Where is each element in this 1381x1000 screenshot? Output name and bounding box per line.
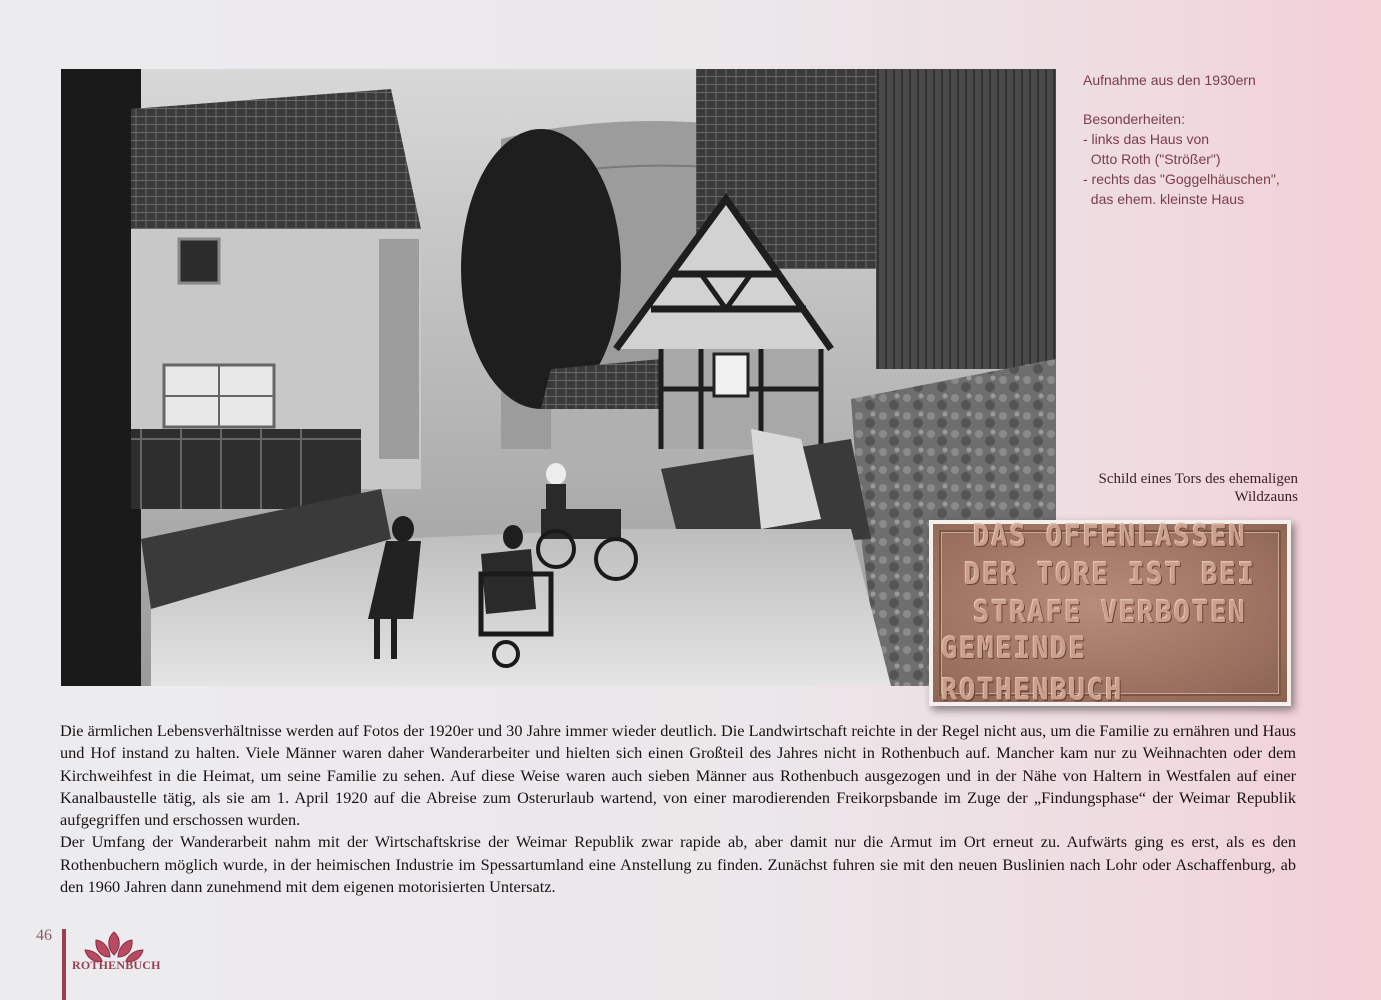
caption-line-date: Aufnahme aus den 1930ern bbox=[1083, 72, 1256, 88]
sign-line: DER TORE IST BEI bbox=[963, 557, 1257, 592]
photo-caption bbox=[1083, 70, 1363, 209]
caption-line-heading: Besonderheiten: bbox=[1083, 111, 1185, 127]
sign-plate bbox=[939, 519, 1281, 708]
sign-line: GEMEINDE ROTHENBUCH bbox=[941, 631, 1124, 708]
sign-caption-line: Schild eines Tors des ehemaligen bbox=[1098, 471, 1298, 487]
page-number: 46 bbox=[36, 927, 52, 944]
footer-accent-bar bbox=[62, 929, 66, 1000]
sign-line: DAS OFFENLASSEN bbox=[973, 519, 1247, 554]
historic-village-photo bbox=[61, 69, 1056, 686]
logo-wordmark: ROTHENBUCH bbox=[72, 958, 161, 972]
photo-illustration bbox=[61, 69, 1056, 686]
sign-line: STRAFE VERBOTEN bbox=[973, 595, 1247, 630]
sign-caption-line: Wildzauns bbox=[1234, 489, 1298, 505]
caption-line-item: - links das Haus von bbox=[1083, 131, 1210, 147]
gate-sign-photo bbox=[929, 520, 1291, 706]
body-text bbox=[60, 720, 1296, 898]
caption-line-item: Otto Roth ("Strößer") bbox=[1083, 151, 1221, 167]
sign-caption bbox=[1040, 470, 1298, 506]
caption-line-item: das ehem. kleinste Haus bbox=[1083, 191, 1245, 207]
caption-line-item: - rechts das "Goggelhäuschen", bbox=[1083, 171, 1280, 187]
body-paragraph: Der Umfang der Wanderarbeit nahm mit der Wirtschaftskrise der Weimar Republik zwar rapide ab, aber damit nur die Armut im Ort erneut zu. Aufwärts ging es erst, als es den Rothenbuchern möglich wurde, in der heimischen Industrie im Spessartumland eine Anstellung zu finden. Zunächst fuhren sie mit den neuen Buslinien nach Lohr oder Aschaffenburg, ab den 1960 Jahren dann zunehmend mit dem eigenen motorisierten Untersatz. bbox=[60, 832, 1296, 897]
body-paragraph: Die ärmlichen Lebensverhältnisse werden auf Fotos der 1920er und 30 Jahre immer wieder deutlich. Die Landwirtschaft reichte in der Regel nicht aus, um die Familie zu ernähren und Haus und Hof instand zu halten. Viele Männer waren daher Wanderarbeiter und hielten sich einen Großteil des Jahres nicht in Rothenbuch auf. Mancher kam nur zu Weihnachten oder dem Kirchweihfest in die Heimat, um seine Familie zu sehen. Auf diese Weise waren auch sieben Männer aus Rothenbuch ausgezogen und in der Nähe von Haltern in Westfalen auf einer Kanalbaustelle tätig, als sie am 1. April 1920 auf die Abreise zum Osterurlaub wartend, von einer marodierenden Freikorpsbande im Zuge der „Findungsphase“ der Weimar Republik aufgegriffen und erschossen wurden. bbox=[60, 721, 1296, 830]
